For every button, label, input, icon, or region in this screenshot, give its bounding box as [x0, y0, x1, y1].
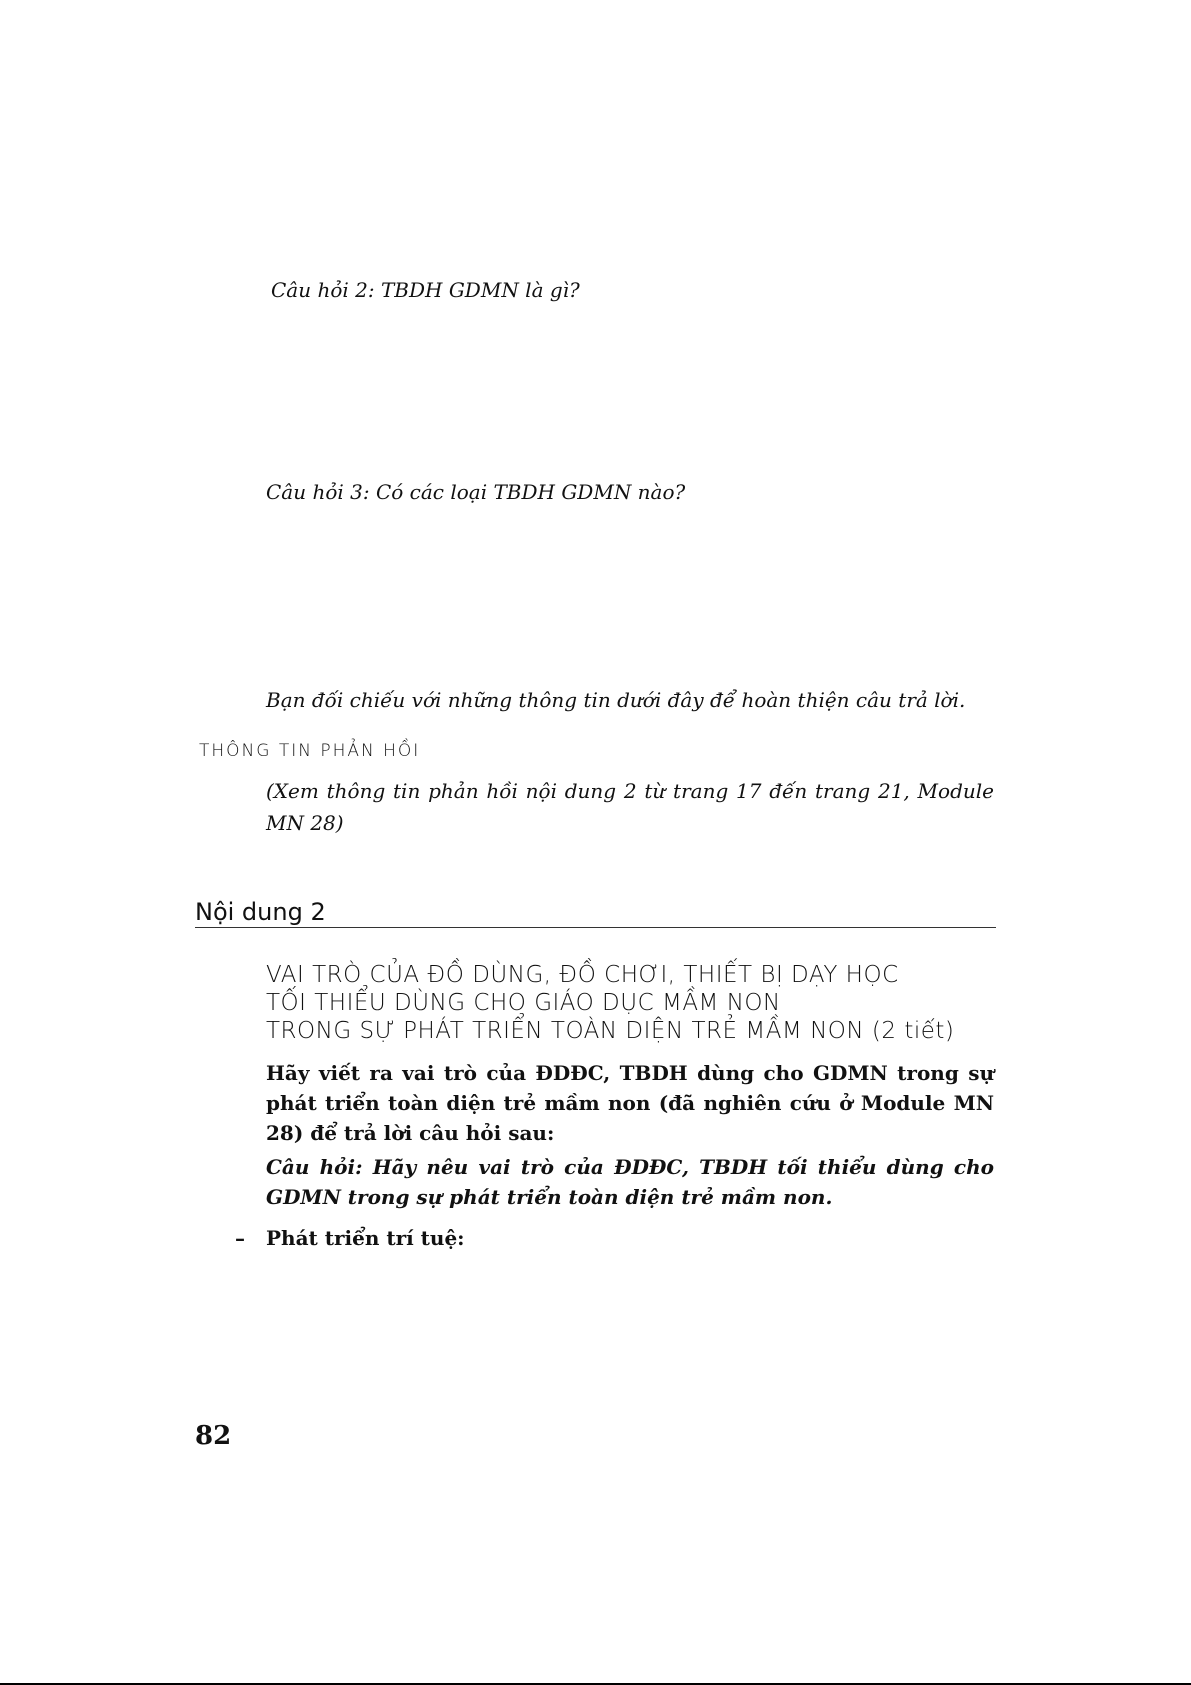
feedback-text-line1: (Xem thông tin phản hồi nội dung 2 từ trang 17 đến trang 21, Module: [266, 779, 994, 803]
task-text: Hãy viết ra vai trò của ĐDĐC, TBDH dùng cho GDMN trong sự phát triển toàn diện trẻ mầm non (đã nghiên cứu ở Module MN 28) để trả lời câu hỏi sau:: [266, 1061, 994, 1145]
section-subtitle-line1: VAI TRÒ CỦA ĐỒ DÙNG, ĐỒ CHƠI, THIẾT BỊ DẠY HỌC: [266, 962, 899, 988]
section-subtitle-line2: TỐI THIỂU DÙNG CHO GIÁO DỤC MẦM NON: [266, 990, 781, 1016]
section-subtitle-line3: TRONG SỰ PHÁT TRIỂN TOÀN DIỆN TRẺ MẦM NON (2 tiết): [266, 1018, 955, 1044]
section-rule: [195, 927, 996, 928]
bullet-dash: –: [235, 1226, 245, 1250]
feedback-heading: THÔNG TIN PHẢN HỒI: [199, 741, 421, 761]
section-title: Nội dung 2: [195, 898, 326, 926]
question-3: Câu hỏi 3: Có các loại TBDH GDMN nào?: [266, 480, 686, 504]
question-2: Câu hỏi 2: TBDH GDMN là gì?: [271, 278, 580, 302]
bullet-text: Phát triển trí tuệ:: [266, 1226, 465, 1250]
feedback-text-line2: MN 28): [266, 811, 344, 835]
page-number: 82: [195, 1421, 232, 1451]
task-question: Câu hỏi: Hãy nêu vai trò của ĐDĐC, TBDH tối thiểu dùng cho GDMN trong sự phát triển toàn diện trẻ mầm non.: [266, 1155, 994, 1209]
instruction-text: Bạn đối chiếu với những thông tin dưới đây để hoàn thiện câu trả lời.: [266, 688, 966, 712]
